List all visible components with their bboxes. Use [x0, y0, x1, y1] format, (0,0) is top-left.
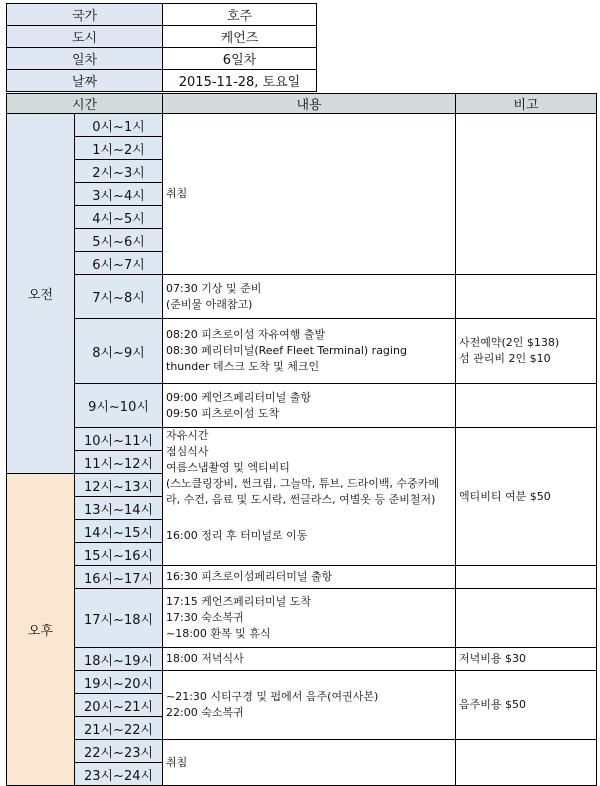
content-line: 07:30 기상 및 준비	[166, 281, 262, 295]
city-row	[7, 26, 317, 48]
time-slot: 22시~23시	[75, 740, 163, 763]
date-label: 날짜	[7, 70, 163, 92]
city-label: 도시	[7, 26, 163, 48]
trip-info-table	[6, 3, 317, 92]
table-row	[7, 566, 597, 589]
date-row	[7, 70, 317, 92]
time-slot: 8시~9시	[75, 319, 163, 384]
content-depart	[163, 319, 456, 384]
day-row	[7, 48, 317, 70]
content-line: (스노클링장비, 썬크림, 그늘막, 튜브, 드라이백, 수중카메라, 수건, 음료 및 도시락, 썬글라스, 여별옷 등 준비철저)	[166, 477, 440, 506]
time-slot: 16시~17시	[75, 566, 163, 589]
time-slot: 18시~19시	[75, 648, 163, 671]
table-row	[7, 589, 597, 648]
table-row	[7, 384, 597, 428]
content-line: (준비물 아래참고)	[166, 297, 253, 311]
table-row	[7, 114, 597, 137]
time-slot: 9시~10시	[75, 384, 163, 428]
content-free-time	[163, 428, 456, 566]
time-slot: 17시~18시	[75, 589, 163, 648]
time-slot: 23시~24시	[75, 763, 163, 786]
content-line: 08:30 페리터미널(Reef Fleet Terminal) raging thunder 데스크 도착 및 체크인	[166, 344, 407, 373]
time-slot: 11시~12시	[75, 451, 163, 474]
time-slot: 7시~8시	[75, 275, 163, 319]
content-sleep-late: 취침	[163, 740, 456, 786]
note-empty	[456, 384, 597, 428]
content-line: 22:00 숙소복귀	[166, 706, 244, 719]
table-row	[7, 740, 597, 763]
note-reservation	[456, 319, 597, 384]
schedule-header-row	[7, 94, 597, 114]
note-empty	[456, 275, 597, 319]
content-line: 여름스냅촬영 및 엑티비티	[166, 461, 290, 474]
country-row	[7, 4, 317, 26]
content-return	[163, 589, 456, 648]
day-value: 6일차	[163, 48, 317, 70]
pm-period-label: 오후	[7, 474, 75, 786]
time-slot: 2시~3시	[75, 160, 163, 183]
time-slot: 19시~20시	[75, 671, 163, 694]
content-line: 09:50 피츠로이섬 도착	[166, 406, 280, 420]
time-slot: 13시~14시	[75, 497, 163, 520]
time-slot: 10시~11시	[75, 428, 163, 451]
time-slot: 3시~4시	[75, 183, 163, 206]
time-column-header: 시간	[7, 94, 163, 114]
content-dinner: 18:00 저녁식사	[163, 648, 456, 671]
content-line: 점심식사	[166, 445, 209, 458]
content-line: ~18:00 환복 및 휴식	[166, 627, 271, 640]
note-line: 섬 관리비 2인 $10	[459, 352, 551, 365]
content-line: 17:15 케언즈페리터미널 도착	[166, 595, 311, 608]
content-night	[163, 671, 456, 740]
time-slot: 20시~21시	[75, 694, 163, 717]
time-slot: 14시~15시	[75, 520, 163, 543]
note-activity: 엑티비티 여분 $50	[456, 428, 597, 566]
table-row	[7, 275, 597, 319]
date-value: 2015-11-28, 토요일	[163, 70, 317, 92]
time-slot: 21시~22시	[75, 717, 163, 740]
time-slot: 4시~5시	[75, 206, 163, 229]
city-value: 케언즈	[163, 26, 317, 48]
note-empty	[456, 566, 597, 589]
content-line: ~21:30 시티구경 및 펍에서 음주(여권사본)	[166, 690, 379, 703]
content-sleep-early: 취침	[163, 114, 456, 275]
table-row	[7, 648, 597, 671]
time-slot: 0시~1시	[75, 114, 163, 137]
note-line: 사전예약(2인 $138)	[459, 336, 560, 349]
content-line: 08:20 피츠로이섬 자유여행 출발	[166, 328, 326, 341]
note-empty	[456, 114, 597, 275]
content-line: 16:00 정리 후 터미널로 이동	[166, 529, 308, 542]
time-slot: 5시~6시	[75, 229, 163, 252]
day-label: 일차	[7, 48, 163, 70]
schedule-table	[6, 93, 597, 786]
content-column-header: 내용	[163, 94, 456, 114]
country-value: 호주	[163, 4, 317, 26]
time-slot: 6시~7시	[75, 252, 163, 275]
content-island-depart: 16:30 피츠로이섬페리터미널 출항	[163, 566, 456, 589]
note-column-header: 비고	[456, 94, 597, 114]
am-period-label: 오전	[7, 114, 75, 474]
content-line: 17:30 숙소복귀	[166, 611, 244, 624]
note-dinner: 저녁비용 $30	[456, 648, 597, 671]
content-line: 09:00 케언즈페리터미널 출항	[166, 390, 311, 404]
note-drinks: 음주비용 $50	[456, 671, 597, 740]
table-row	[7, 319, 597, 384]
content-ferry	[163, 384, 456, 428]
note-empty	[456, 740, 597, 786]
content-line: 자유시간	[166, 429, 209, 442]
time-slot: 12시~13시	[75, 474, 163, 497]
time-slot: 1시~2시	[75, 137, 163, 160]
time-slot: 15시~16시	[75, 543, 163, 566]
table-row	[7, 428, 597, 451]
table-row	[7, 671, 597, 694]
content-wake	[163, 275, 456, 319]
country-label: 국가	[7, 4, 163, 26]
note-empty	[456, 589, 597, 648]
